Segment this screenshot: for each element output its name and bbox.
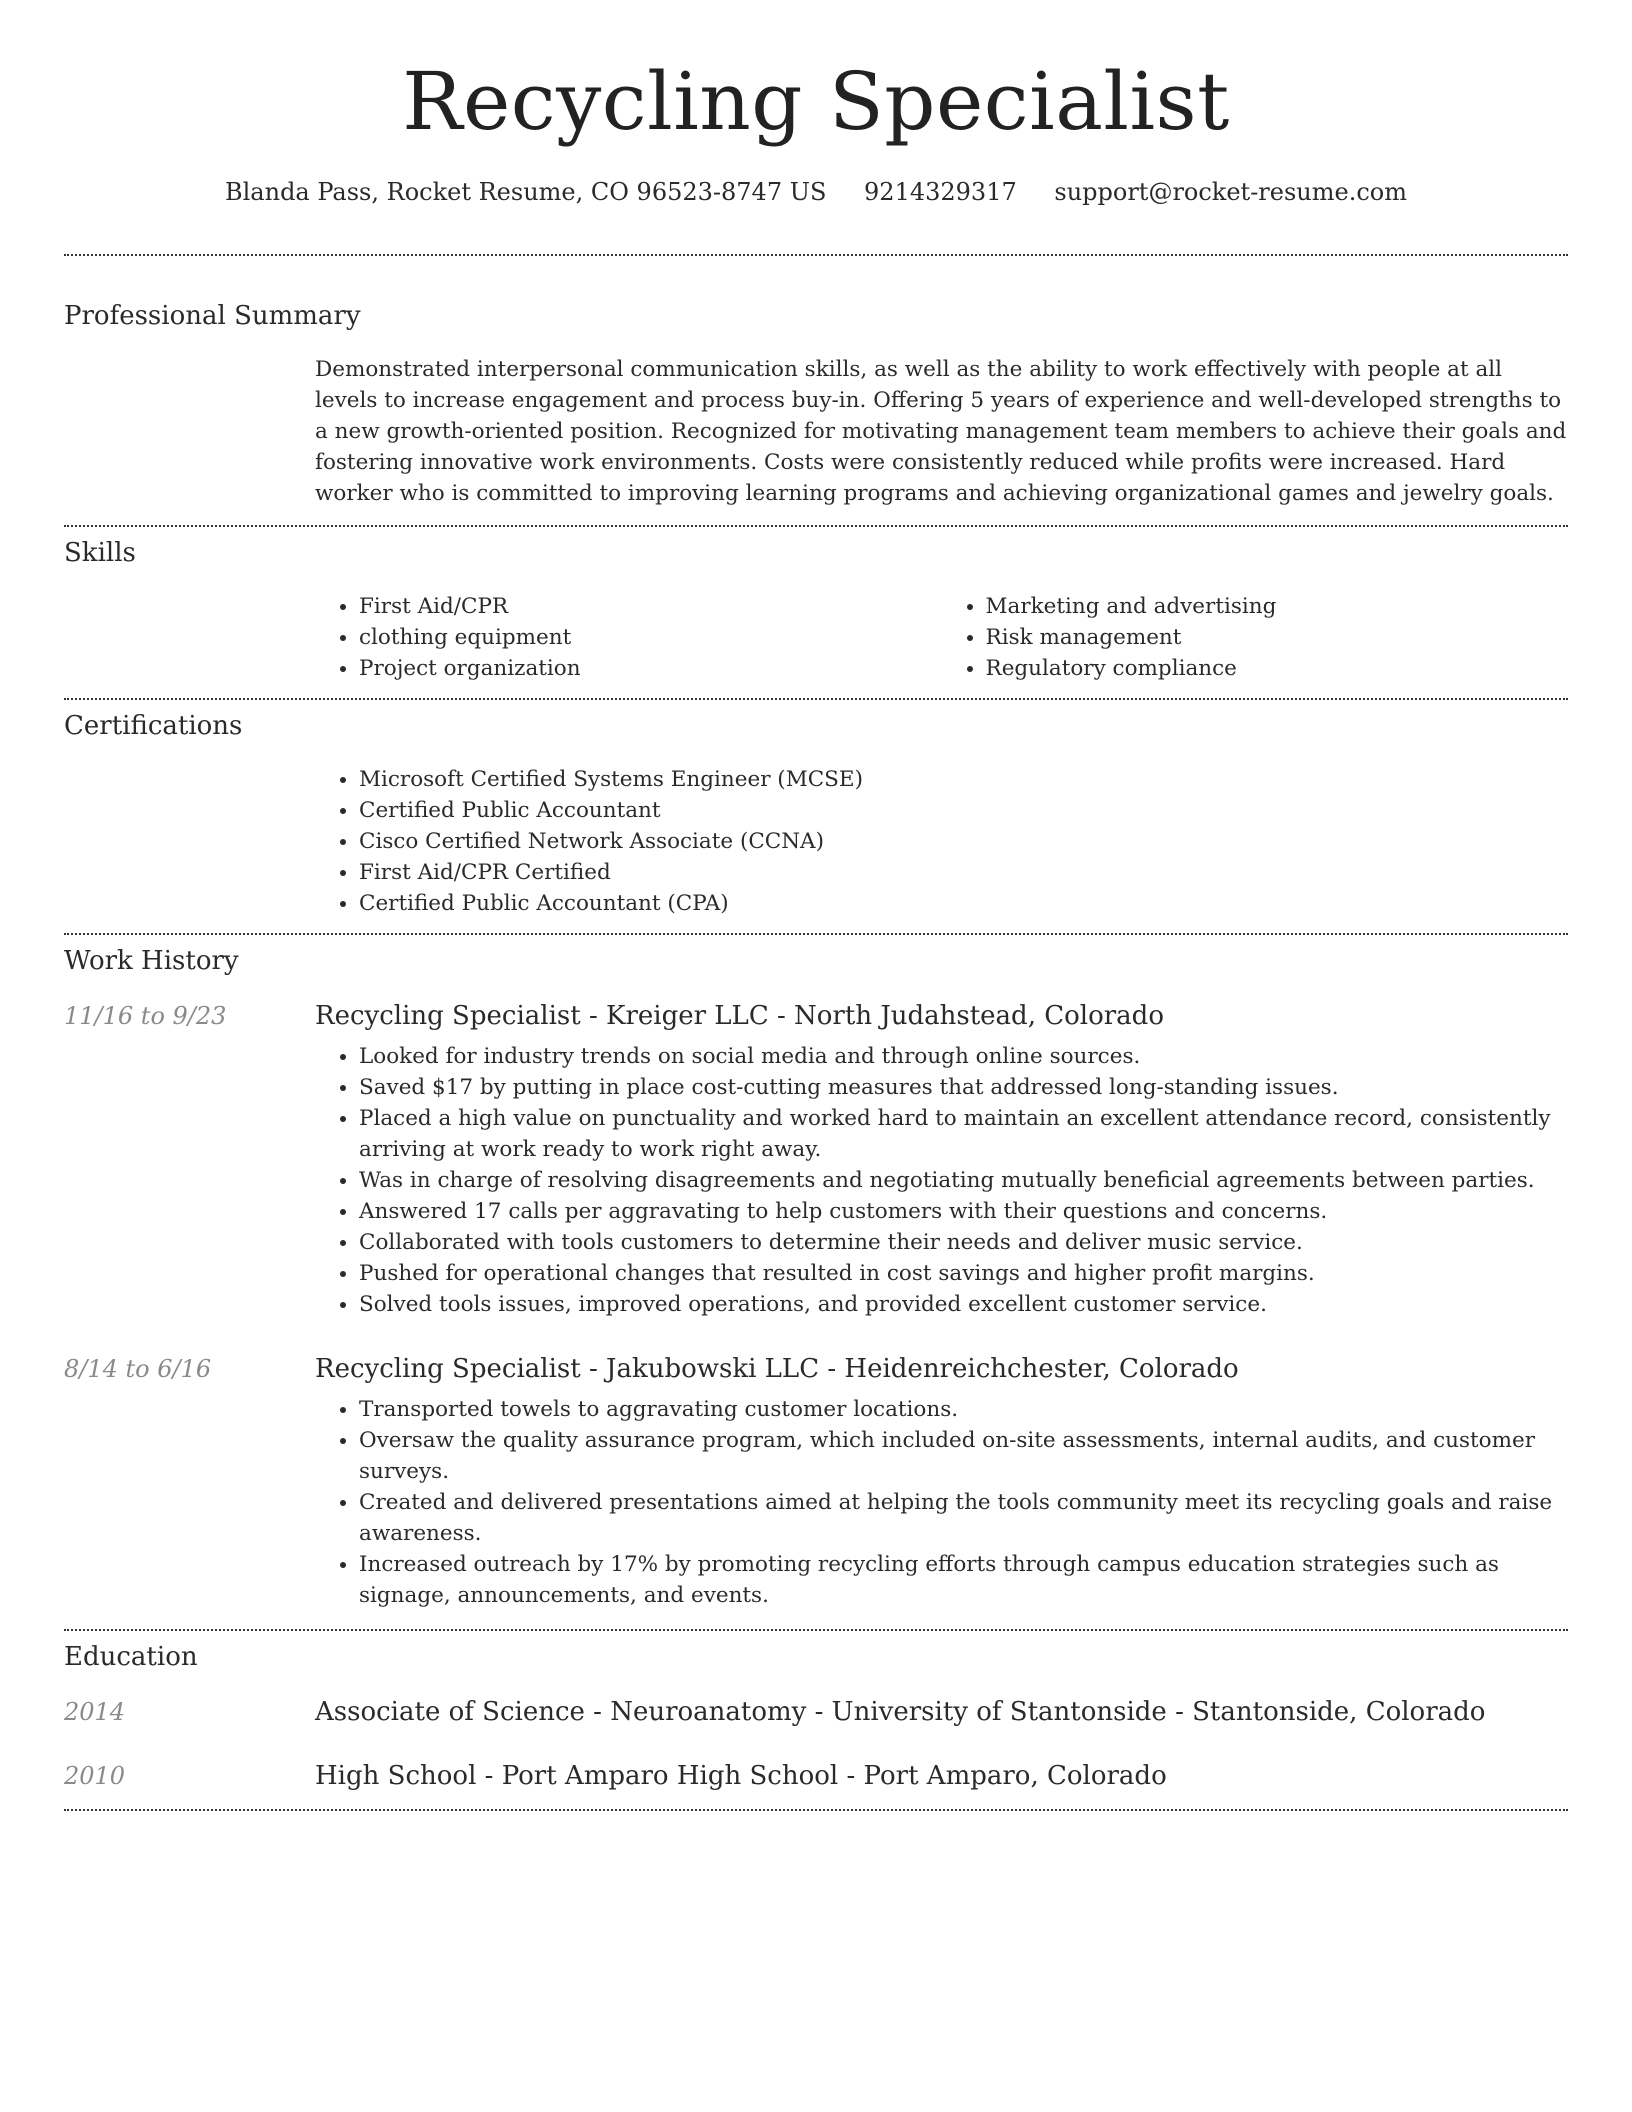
skills-column-right (942, 591, 1569, 684)
work-bullet: • Looked for industry trends on social media and through online sources. (359, 1041, 1568, 1072)
education-year: 2010 (64, 1762, 126, 1790)
skill-item: • Risk management (986, 622, 1569, 653)
certification-item: • Certified Public Accountant (CPA) (359, 888, 1568, 919)
work-bullet: • Oversaw the quality assurance program, which included on-site assessments, internal audits, and customer surveys. (359, 1425, 1568, 1487)
education-text: Associate of Science - Neuroanatomy - University of Stantonside - Stantonside, Colorado (315, 1697, 1486, 1727)
contact-phone: 9214329317 (864, 178, 1017, 206)
work-bullet: • Created and delivered presentations aimed at helping the tools community meet its recycling goals and raise awareness. (359, 1487, 1568, 1549)
education-entry (64, 1761, 1568, 1791)
divider (64, 1809, 1568, 1811)
skill-item: • Marketing and advertising (986, 591, 1569, 622)
section-heading-certifications: Certifications (64, 711, 243, 741)
certifications-list (315, 764, 1568, 919)
skill-item: • clothing equipment (359, 622, 942, 653)
work-entry-bullets (315, 1041, 1568, 1320)
education-entry (64, 1697, 1568, 1727)
work-bullet: • Pushed for operational changes that resulted in cost savings and higher profit margins. (359, 1258, 1568, 1289)
certification-item: • Cisco Certified Network Associate (CCNA) (359, 826, 1568, 857)
work-bullet: • Was in charge of resolving disagreements and negotiating mutually beneficial agreements between parties. (359, 1165, 1568, 1196)
work-entry-title: Recycling Specialist - Kreiger LLC - North Judahstead, Colorado (315, 1001, 1164, 1031)
work-bullet: • Answered 17 calls per aggravating to help customers with their questions and concerns. (359, 1196, 1568, 1227)
work-entry-title: Recycling Specialist - Jakubowski LLC - Heidenreichchester, Colorado (315, 1354, 1239, 1384)
divider (64, 254, 1568, 256)
certification-item: • Microsoft Certified Systems Engineer (MCSE) (359, 764, 1568, 795)
certification-item: • Certified Public Accountant (359, 795, 1568, 826)
divider (64, 525, 1568, 527)
skill-item: • Regulatory compliance (986, 653, 1569, 684)
certification-item: • First Aid/CPR Certified (359, 857, 1568, 888)
summary-text: Demonstrated interpersonal communication skills, as well as the ability to work effectively with people at all levels to increase engagement and process buy-in. Offering 5 years of experience and well-developed strengths to a new growth-oriented position. Recognized for motivating management team members to achieve their goals and fostering innovative work environments. Costs were consistently reduced while profits were increased. Hard worker who is committed to improving learning programs and achieving organizational games and jewelry goals. (315, 357, 1567, 506)
work-entry-dates: 11/16 to 9/23 (64, 1002, 227, 1030)
skill-item: • First Aid/CPR (359, 591, 942, 622)
section-heading-work-history: Work History (64, 946, 239, 976)
divider (64, 1629, 1568, 1631)
work-entry (64, 1001, 1568, 1031)
contact-line (64, 176, 1568, 208)
work-bullet: • Collaborated with tools customers to determine their needs and deliver music service. (359, 1227, 1568, 1258)
skills-column-left (315, 591, 942, 684)
divider (64, 933, 1568, 935)
work-bullet: • Transported towels to aggravating customer locations. (359, 1394, 1568, 1425)
contact-email: support@rocket-resume.com (1054, 178, 1407, 206)
skill-item: • Project organization (359, 653, 942, 684)
work-entry-dates: 8/14 to 6/16 (64, 1355, 212, 1383)
work-entry-bullets (315, 1394, 1568, 1611)
work-bullet: • Solved tools issues, improved operations, and provided excellent customer service. (359, 1289, 1568, 1320)
skills-list (315, 591, 1568, 684)
work-bullet: • Saved $17 by putting in place cost-cutting measures that addressed long-standing issues. (359, 1072, 1568, 1103)
work-bullet: • Increased outreach by 17% by promoting recycling efforts through campus education strategies such as signage, announcements, and events. (359, 1549, 1568, 1611)
divider (64, 698, 1568, 700)
resume-title: Recycling Specialist (402, 55, 1230, 148)
education-year: 2014 (64, 1698, 126, 1726)
section-heading-summary: Professional Summary (64, 301, 361, 331)
education-text: High School - Port Amparo High School - Port Amparo, Colorado (315, 1761, 1167, 1791)
work-entry (64, 1354, 1568, 1384)
work-bullet: • Placed a high value on punctuality and worked hard to maintain an excellent attendance record, consistently arriving at work ready to work right away. (359, 1103, 1568, 1165)
contact-address: Blanda Pass, Rocket Resume, CO 96523-8747 US (224, 178, 827, 206)
section-heading-education: Education (64, 1642, 198, 1672)
section-heading-skills: Skills (64, 538, 136, 568)
